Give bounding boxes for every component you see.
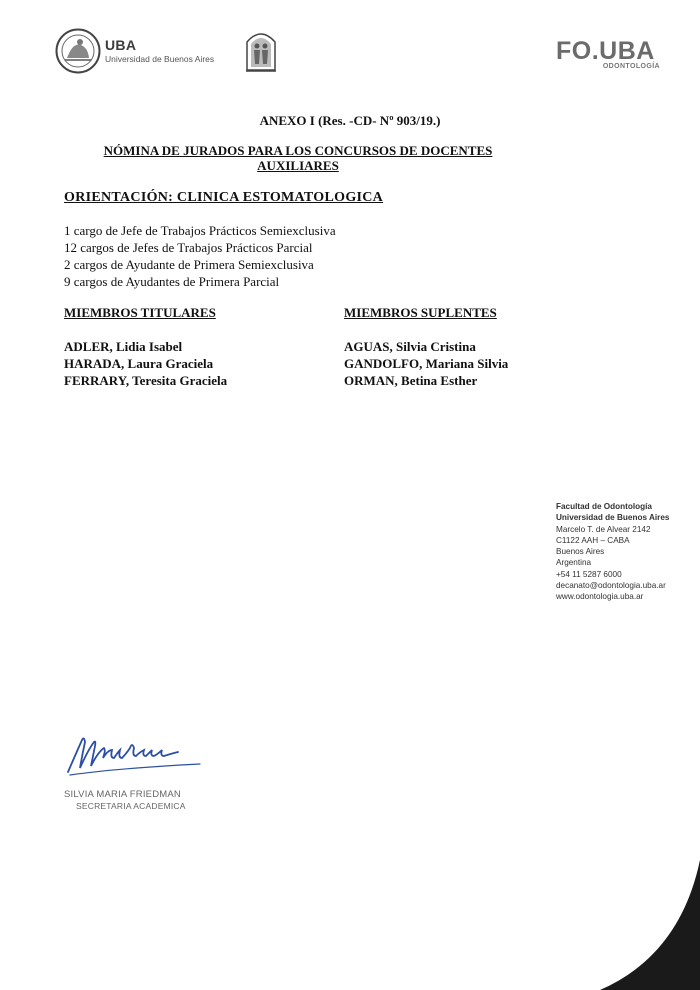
cargos-list [64, 222, 336, 290]
titular-member: FERRARY, Teresita Graciela [64, 373, 228, 388]
handwritten-signature [60, 728, 220, 780]
suplentes-heading: MIEMBROS SUPLENTES [344, 305, 497, 320]
corner-decoration [580, 860, 700, 990]
address-email: decanato@odontologia.uba.ar [556, 581, 666, 591]
titular-member: HARADA, Laura Graciela [64, 356, 214, 371]
fo-uba-logo-subtitle: ODONTOLOGÍA [602, 63, 660, 70]
cargo-item: 2 cargos de Ayudante de Primera Semiexclusiva [64, 257, 314, 272]
suplente-member: AGUAS, Silvia Cristina [344, 339, 476, 354]
address-website: www.odontologia.uba.ar [556, 592, 644, 602]
suplente-member: GANDOLFO, Mariana Silvia [344, 356, 509, 371]
address-postal: C1122 AAH – CABA [556, 535, 630, 545]
cargo-item: 9 cargos de Ayudantes de Primera Parcial [64, 274, 280, 289]
titulares-heading: MIEMBROS TITULARES [64, 305, 216, 320]
fo-uba-logo [556, 37, 664, 71]
address-university: Universidad de Buenos Aires [556, 513, 670, 523]
address-faculty: Facultad de Odontología [556, 502, 652, 511]
uba-seal-icon [55, 28, 101, 74]
nomina-heading-line1: NÓMINA DE JURADOS PARA LOS CONCURSOS DE DOCENTES [103, 143, 493, 158]
address-city: Buenos Aires [556, 547, 605, 557]
titular-member: ADLER, Lidia Isabel [64, 339, 183, 354]
uba-title: UBA [105, 37, 137, 53]
fo-uba-logo-text: FO.UBA [556, 37, 655, 65]
cargo-item: 12 cargos de Jefes de Trabajos Prácticos Parcial [64, 240, 313, 255]
uba-subtitle: Universidad de Buenos Aires [105, 54, 215, 64]
nomina-heading-line2: AUXILIARES [257, 158, 339, 173]
faculty-crest-icon [244, 26, 278, 74]
orientacion-heading: ORIENTACIÓN: CLINICA ESTOMATOLOGICA [64, 190, 384, 205]
nomina-heading [88, 143, 508, 173]
suplentes-list [344, 338, 508, 389]
address-phone: +54 11 5287 6000 [556, 569, 622, 579]
suplente-member: ORMAN, Betina Esther [344, 373, 478, 388]
address-street: Marcelo T. de Alvear 2142 [556, 524, 651, 534]
document-title: ANEXO I (Res. -CD- Nº 903/19.) [259, 113, 441, 128]
faculty-address [556, 501, 669, 603]
cargo-item: 1 cargo de Jefe de Trabajos Prácticos Semiexclusiva [64, 223, 336, 238]
signatory-name: SILVIA MARIA FRIEDMAN [64, 789, 181, 800]
titulares-list [64, 338, 227, 389]
signatory-role: SECRETARIA ACADEMICA [76, 801, 186, 811]
address-country: Argentina [556, 558, 592, 568]
